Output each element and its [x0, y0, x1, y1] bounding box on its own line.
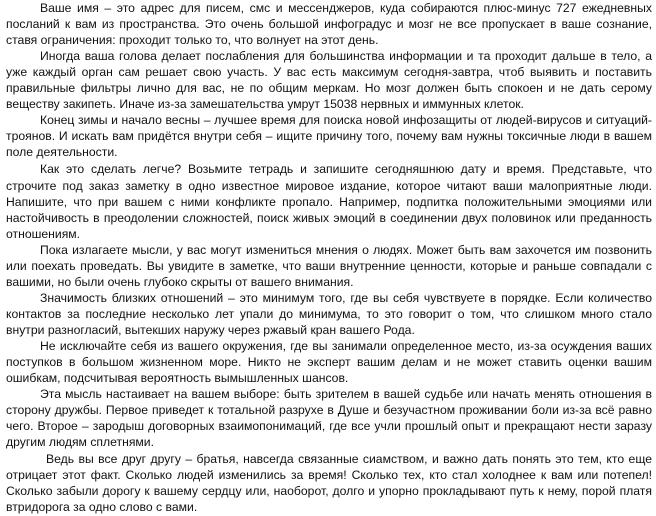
paragraph-9: Ведь вы все друг другу – братья, навсегда связанные сиамством, и важно дать понять это тем, кто еще отрицает этот факт. Сколько людей изменились за время! Сколько тех, кто стал холоднее к вам или потепел! Сколько забыли дорогу к вашему сердцу или, наоборот, долго и упорно прокладывают путь к нему, порой платя втридорога за одно слово с вами.: [6, 452, 652, 515]
paragraph-7: Не исключайте себя из вашего окружения, где вы занимали определенное место, из-за осуждения ваших поступков в большом жизненном море. Никто не эксперт вашим делам и не может ставить оценки вашим ошибкам, подсчитывая вероятность вымышленных шансов.: [6, 338, 652, 386]
paragraph-6: Значимость близких отношений – это минимум того, где вы себя чувствуете в порядке. Если количество контактов за последние несколько лет упали до минимума, то это говорит о том, что слишком много стало внутри разногласий, вытекших наружу через ржавый кран вашего Рода.: [6, 290, 652, 337]
paragraph-4: Как это сделать легче? Возьмите тетрадь и запишите сегодняшнюю дату и время. Представьте, что строчите под заказ заметку в одно известное мировое издание, которое читают ваши малоприятные люди. Напишите, что при вашем с ними конфликте пропало. Например, подпитка положительными эмоциями или настойчивость в преодолении сложностей, поиск живых эмоций в соединении двух половинок или преданность отношениям.: [6, 162, 652, 241]
paragraph-3: Конец зимы и начало весны – лучшее время для поиска новой инфозащиты от людей-вирусов и ситуаций-троянов. И искать вам придётся внутри себя – ищите причину того, почему вам нужны токсичные люди в вашем поле деятельности.: [6, 113, 652, 160]
paragraph-1: Ваше имя – это адрес для писем, смс и мессенджеров, куда собираются плюс-минус 727 ежедневных посланий к вам из пространства. Это очень большой инфоградус и мозг не все пропускает в ваше сознание, ставя ограничения: проходит только то, что волнует на этот день.: [6, 1, 652, 48]
paragraph-5: Пока излагаете мысли, у вас могут измениться мнения о людях. Может быть вам захочется им позвонить или поехать проведать. Вы увидите в заметке, что ваши внутренние ценности, которые и раньше совпадали с вашими, но были очень глубоко скрыты от вашего внимания.: [6, 242, 652, 289]
paragraph-2: Иногда ваша голова делает послабления для большинства информации и та проходит дальше в тело, а уже каждый орган сам решает свою участь. У вас есть максимум сегодня-завтра, чтоб выявить и поставить правильные фильтры лично для вас, не по общим меркам. Но мозг должен быть спокоен и не дать серому веществу закипеть. Иначе из-за замешательства умрут 15038 нервных и иммунных клеток.: [6, 49, 652, 112]
document-body: [6, 0, 652, 516]
paragraph-8: Эта мысль настаивает на вашем выборе: быть зрителем в вашей судьбе или начать менять отношения в сторону дружбы. Первое приведет к тотальной разрухе в Душе и безучастном проживании боли из-за всё равно чего. Второе – зародыш договорных взаимопонимаций, где все учли прошлый опыт и прекращают нести заразу другим людям сплетнями.: [6, 387, 652, 450]
